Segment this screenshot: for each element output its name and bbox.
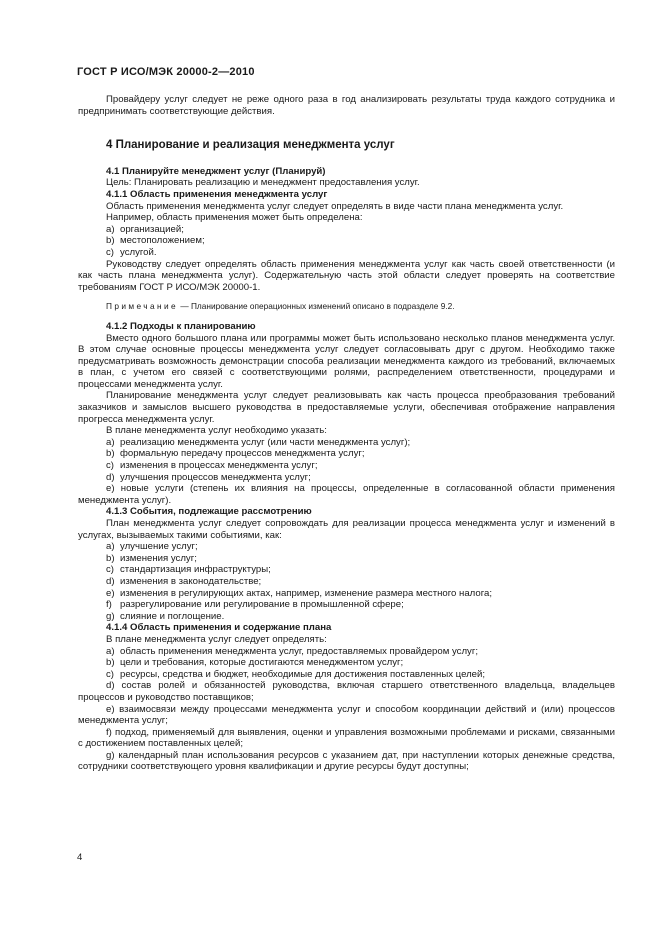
list-item-wrapped: f) подход, применяемый для выявления, оценки и управления возможными проблемами и рисками, связанными с достижением поставленных целей;	[78, 726, 615, 750]
list-item-wrapped: d) состав ролей и обязанностей руководства, включая старшего ответственного владельца, владельцев процессов и руководство поставщиков;	[78, 680, 615, 703]
paragraph-4-1-2-c: В плане менеджмента услуг необходимо указать:	[106, 425, 327, 437]
list-item: d) улучшения процессов менеджмента услуг;	[106, 471, 311, 483]
list-item: с) изменения в процессах менеджмента услуг;	[106, 460, 318, 472]
list-item: с) услугой.	[106, 246, 157, 258]
paragraph-4-1-2-a: Вместо одного большого плана или программы может быть использовано несколько планов менеджмента услуг. В этом случае основные процессы менеджмента услуг следует согласовывать друг с другом. Необходимо также предусматривать возможность демонстрации способа реализации менеджмента каждого из требований, включаемых в план, с учетом его связей с соответствующими ролями, распределением ответственности, процедурами и процессами менеджмента услуг.	[78, 332, 615, 390]
intro-paragraph: Провайдеру услуг следует не реже одного раза в год анализировать результаты труда каждого сотрудника и предпринимать соответствующие действия.	[78, 94, 615, 117]
list-item: а) улучшение услуг;	[106, 541, 198, 553]
list-item-wrapped: е) взаимосвязи между процессами менеджмента услуг и способом координации действий и (или) процессов менеджмента услуг;	[78, 703, 615, 727]
list-item: b) местоположением;	[106, 235, 205, 247]
paragraph-4-1-2-b: Планирование менеджмента услуг следует реализовывать как часть процесса преобразования требований заказчиков и замыслов высшего руководства в предоставляемые услуги, обеспечивая отображение направления прогресса менеджмента услуг.	[78, 390, 615, 425]
page-number: 4	[77, 852, 83, 863]
paragraph-4-1-4-a: В плане менеджмента услуг следует определять:	[106, 633, 327, 645]
subsection-4-1-2-title: 4.1.2 Подходы к планированию	[106, 320, 256, 332]
list-item: f) разрегулирование или регулирование в промышленной сфере;	[106, 599, 404, 611]
list-item: е) изменения в регулирующих актах, например, изменение размера местного налога;	[106, 587, 492, 599]
list-item: b) изменения услуг;	[106, 552, 197, 564]
subsection-4-1-goal: Цель: Планировать реализацию и менеджмент предоставления услуг.	[106, 177, 420, 189]
paragraph-4-1-1-a: Область применения менеджмента услуг следует определять в виде части плана менеджмента услуг.	[106, 200, 564, 212]
list-item: g) слияние и поглощение.	[106, 610, 225, 622]
list-item: а) область применения менеджмента услуг, предоставляемых провайдером услуг;	[106, 645, 479, 657]
note-text: — Планирование операционных изменений описано в подразделе 9.2.	[178, 301, 455, 312]
section-4-title: 4 Планирование и реализация менеджмента услуг	[106, 139, 395, 152]
paragraph-4-1-3-a: План менеджмента услуг следует сопровождать для реализации процесса менеджмента услуг и изменений в услугах, вызываемых такими событиями, как:	[78, 518, 615, 541]
note	[78, 301, 615, 313]
note-label: Примечание	[106, 301, 179, 312]
list-item-wrapped: е) новые услуги (степень их влияния на процессы, определенные в согласованной области применения менеджмента услуг).	[78, 483, 615, 506]
list-item: b) формальную передачу процессов менеджмента услуг;	[106, 448, 365, 460]
list-item: а) реализацию менеджмента услуг (или части менеджмента услуг);	[106, 436, 411, 448]
subsection-4-1-3-title: 4.1.3 События, подлежащие рассмотрению	[106, 506, 312, 518]
subsection-4-1-title: 4.1 Планируйте менеджмент услуг (Планируй)	[106, 165, 326, 177]
document-header: ГОСТ Р ИСО/МЭК 20000-2—2010	[77, 66, 255, 78]
list-item: d) изменения в законодательстве;	[106, 575, 262, 587]
paragraph-4-1-1-b: Например, область применения может быть определена:	[106, 212, 363, 224]
list-item: с) ресурсы, средства и бюджет, необходимые для достижения поставленных целей;	[106, 668, 486, 680]
list-item: b) цели и требования, которые достигаются менеджментом услуг;	[106, 657, 404, 669]
subsection-4-1-1-title: 4.1.1 Область применения менеджмента услуг	[106, 188, 328, 200]
list-item: с) стандартизация инфраструктуры;	[106, 564, 271, 576]
list-item-wrapped: g) календарный план использования ресурсов с указанием дат, при наступлении которых денежные средства, сотрудники соответствующего уровня квалификации и другие ресурсы будут доступны;	[78, 749, 615, 773]
document-body	[78, 94, 615, 773]
list-item: а) организацией;	[106, 223, 184, 235]
paragraph-4-1-1-c: Руководству следует определять область применения менеджмента услуг как часть своей ответственности (и как часть плана менеджмента услуг). Содержательную часть этой области следует проверять на соответствие требованиям ГОСТ Р ИСО/МЭК 20000-1.	[78, 258, 615, 293]
subsection-4-1-4-title: 4.1.4 Область применения и содержание плана	[106, 622, 332, 634]
